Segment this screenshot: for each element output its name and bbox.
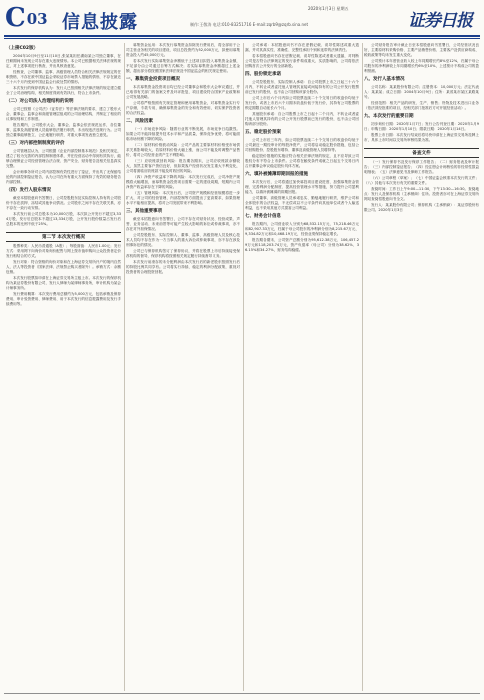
article-paragraph: 经营范围：相关产品的研发、生产、销售；货物及技术进出口业务（依法须经批准的项目，经相关部门批准后方可开展经营活动）。	[364, 101, 479, 110]
article-paragraph: 股票种类：人民币普通股（A股）；每股面值：人民币1.00元；发行方式：采用网下向询价对象询价配售与网上按市值申购向公众投资者定价发行相结合的方式。	[6, 244, 121, 258]
article-paragraph: 公司董事、高级管理人员承诺忠实、勤勉地履行职责，维护公司和全体股东的合法权益，不无偿或以不公平条件向其他单位或者个人输送利益，也不采用其他方式损害公司利益。	[245, 196, 359, 210]
article-paragraph: （三）应收账款回收风险：报告期各期末，公司应收账款余额较大，虽然主要客户资信良好，但如果客户经营状况发生重大不利变化，公司将面临应收账款不能及时收回的风险。	[126, 159, 240, 173]
section-heading: （上接C02版）	[6, 46, 39, 51]
section-heading: （三）对内部控制制度的评价	[6, 141, 65, 146]
article-paragraph: 若本招股意向书存在虚假记载、误导性陈述或者重大遗漏，对判断公司是否符合法律规定的发行条件构成重大、实质影响的，公司将依法回购首次公开发行的全部新股。	[245, 54, 359, 68]
section-heading: （四）发行人股东情况	[6, 188, 51, 193]
section-heading: 九、本次发行的重要日期	[364, 114, 414, 119]
article-paragraph: 报告期各期末，公司资产总额分别为95,612.38万元、106,457.29万元和118,203.74万元，资产负债率（母公司）分别为38.62%、36.15%和34.27%，财务结构稳健。	[245, 238, 359, 252]
header-rule-thin	[4, 38, 480, 39]
article-paragraph: 发行对象：符合资格的询价对象和在上海证券交易所开户的境内自然人、法人等投资者（国家法律、法规禁止购买者除外）。承销方式：余额包销。	[6, 260, 121, 274]
column-divider	[243, 43, 244, 691]
article-paragraph: （四）净资产收益率下降的风险：本次发行完成后，公司净资产规模将大幅增加，而募集资金投资项目需要一定的建设周期，短期内公司净资产收益率存在下降的风险。	[126, 175, 240, 189]
section-heading: 二、风险因素	[126, 119, 153, 124]
text-column-2	[126, 43, 240, 691]
article-paragraph: 报告期内，公司股东大会、董事会、监事会依法规范运作，各位董事、监事及高级管理人员能够依法履行职责，未出现违法违规行为。公司独立董事能够独立、公正地履行职责，对重大事项发表独立意见。	[6, 123, 121, 137]
masthead	[0, 0, 484, 40]
article-paragraph: 本次发行前滚存的未分配利润由本次发行后的新老股东按照发行后的持股比例共同享有。公司将实行持续、稳定的利润分配政策，重视对投资者的合理投资回报。	[126, 260, 240, 274]
article-paragraph: 稳定股价措施的实施应符合相关法律法规的规定，且不应导致公司股权分布不符合上市条件。公司将在触发条件成就之日起五个交易日内召开董事会审议稳定股价具体方案。	[245, 154, 359, 168]
article-paragraph: 经核查，公司董事、监事、高级管理人员符合相关法律法规规定的任职资格，不存在被中国证监会采取证券市场禁入措施的情形，不存在最近三十六个月内受到中国证监会行政处罚的情形。	[6, 70, 121, 84]
page-number	[5, 4, 48, 33]
section-heading: （二）对公司法人治理结构的说明	[6, 99, 74, 104]
article-paragraph: 公司财务报告审计截止日至本招股意向书签署日，公司经营状况良好，主要原材料采购价格、主要产品销售价格、主要客户及供应商构成、税收政策等均未发生重大变化。	[364, 43, 479, 57]
article-paragraph: 公司控股股东、实际控制人承诺：自公司股票上市之日起三十六个月内，不转让或者委托他人管理其直接或间接持有的公司公开发行股票前已发行的股份，也不由公司回购该部分股份。	[245, 80, 359, 94]
article-paragraph: 公司预计本年度营业收入较上年同期增长约8%至12%，归属于母公司股东的净利润较上年同期增长约6%至10%，上述预计不构成公司的盈利预测。	[364, 59, 479, 73]
article-paragraph: （一）市场竞争风险：随着行业的不断发展，市场竞争日趋激烈。如果公司不能持续提升技术水平和产品质量，保持竞争优势，将可能面临市场份额下降的风险。	[126, 127, 240, 141]
footer-rule	[4, 693, 480, 694]
article-paragraph: 报告期内，公司营业收入分别为68,532.15万元、75,218.46万元和82,907.33万元，归属于母公司股东的净利润分别为8,215.67万元、9,334.82万元和10,468.19万元，经营业绩保持稳定增长。	[245, 222, 359, 236]
article-paragraph: （六）公司章程（草案）；（七）中国证监会核准本次发行的文件；（八）其他与本次发行有关的重要文件。	[364, 176, 479, 185]
article-paragraph: 截至本招股意向书签署日，公司控股股东及实际控制人持有的公司股份不存在质押、冻结或其他争议情况。公司股东之间不存在关联关系，亦不存在一致行动安排。	[6, 196, 121, 210]
section-heading: 一、募集资金投资项目概况	[126, 77, 180, 82]
article-paragraph: 本次发行的保荐机构认为：发行人已按照相关法律法规的规定建立健全了公司治理结构，相关制度得到有效执行，符合上市条件。	[6, 86, 121, 95]
article-paragraph: 公司已按照《公司法》《证券法》等法律法规的要求，建立了股东大会、董事会、监事会和高级管理层组成的公司治理结构，并制定了相应的议事规则和工作制度。	[6, 107, 121, 121]
dateline: 2020年1月3日 星期五	[308, 6, 349, 11]
section-title: 信息披露	[62, 12, 138, 33]
box-title: 第二节 本次发行概况	[6, 232, 121, 242]
section-heading: 四、股份锁定承诺	[245, 72, 281, 77]
page-number-digits: 03	[26, 10, 48, 28]
article-paragraph: 公司名称：某某股份有限公司；注册资本：10,000万元；法定代表人：某某某；成立日期：2004年10月9日；住所：某省某市某区某路某号。	[364, 85, 479, 99]
article-paragraph: 本次发行后，公司将通过加快募投项目建设进度、加强募集资金管理、完善利润分配制度、提高经营管理水平等措施，努力提升公司盈利能力，以填补被摊薄的即期回报。	[245, 180, 359, 194]
column-divider	[362, 43, 363, 691]
article-paragraph: 募集资金运用：本次发行募集资金扣除发行费用后，将全部用于公司主营业务相关的项目建设，项目总投资约为52,000万元，拟使用募集资金投入约45,000万元。	[126, 43, 240, 57]
column-divider	[124, 43, 125, 691]
article-paragraph: 发行费用概算：本次发行费用总额约为5,000万元，包括承销及保荐费用、审计验资费用、律师费用、用于本次发行的信息披露费用及发行手续费用等。	[6, 292, 121, 306]
article-paragraph: 2004年10月9日至11月10日,张某某担任湖南某公司独立董事，在任职期间未发现公司存在重大违规情形。本公司已根据相关法律法规的规定，对上述事项进行核查，并出具核查意见。	[6, 54, 121, 68]
article-paragraph: 公司上市后三年内，如公司股票连续二十个交易日的收盘价均低于公司最近一期经审计的每股净资产，公司将启动稳定股价措施，包括公司回购股份、控股股东增持、董事及高级管理人员增持等。	[245, 138, 359, 152]
section-heading: 五、稳定股价预案	[245, 130, 281, 135]
article-paragraph: 公司承诺：本招股意向书不存在虚假记载、误导性陈述或重大遗漏，并对其真实性、准确性、完整性承担个别和连带的法律责任。	[245, 43, 359, 52]
section-heading: 八、发行人基本情况	[364, 77, 405, 82]
article-paragraph: 公司控股股东、实际控制人、董事、监事、高级管理人员及核心技术人员均不存在作为一方当事人的重大诉讼或仲裁事项，亦不存在涉及刑事诉讼的情况。	[126, 233, 240, 247]
article-paragraph: 截至本招股意向书签署日，公司不存在对财务状况、经营成果、声誉、业务活动、未来前景等可能产生较大影响的诉讼或仲裁事项，亦不存在对外担保情况。	[126, 217, 240, 231]
article-paragraph: （一）发行保荐书及发行保荐工作报告；（二）财务报表及审计报告；（三）内部控制鉴证报告；（四）经注册会计师核验的非经常性损益明细表；（五）法律意见书及律师工作报告。	[364, 160, 479, 174]
article-paragraph: （五）管理风险：本次发行后，公司资产规模和经营规模将进一步扩大，对公司的经营管理、内部控制等方面提出了更高要求，如果管理水平不能相应提高，将对公司发展带来不利影响。	[126, 191, 240, 205]
article-paragraph: 本次募集资金投资项目均已经公司董事会和股东大会审议通过，并已取得有关部门的备案文件及环评批复，项目建设符合国家产业政策和公司发展战略。	[126, 85, 240, 99]
article-paragraph: 股票上市日期：本次发行结束后将尽快申请在上海证券交易所挂牌上市，具体上市时间以交易所审核结果为准。	[364, 133, 479, 142]
section-heading: 七、财务会计信息	[245, 214, 281, 219]
article-paragraph: 查阅时间：工作日上午9:00—11:30，下午13:30—16:30。查阅地点：发行人及保荐机构（主承销商）住所。投资者亦可在上海证券交易所网站查阅招股意向书全文。	[364, 187, 479, 201]
header-rule	[4, 35, 480, 37]
article-paragraph: 其他股东承诺：自公司股票上市之日起十二个月内，不转让或者委托他人管理其持有的公司公开发行股票前已发行的股份，也不由公司回购该部分股份。	[245, 112, 359, 126]
page-letter: C	[5, 3, 26, 33]
box-title: 备查文件	[364, 148, 479, 158]
text-column-4	[364, 43, 479, 691]
article-paragraph: （二）原材料价格波动风险：公司产品的主要原材料价格受市场供求关系影响较大，若原材料价格大幅上涨，而公司不能及时调整产品售价，将对公司经营业绩产生不利影响。	[126, 143, 240, 157]
article-paragraph: 公司管理层认为，公司根据《企业内部控制基本规范》及相关规定，建立了较为完善的内部控制制度体系，并在经营活动中得到有效执行，能够合理保证公司经营管理合法合规、资产安全、财务报告及相关信息真实完整。	[6, 149, 121, 168]
article-paragraph: 公司已与保荐机构签订了保荐协议，并将在股票上市后持续接受保荐机构的督导，保荐机构将按照相关规定履行持续督导义务。	[126, 249, 240, 258]
article-paragraph: 公司将严格按照有关规定管理和使用募集资金，对募集资金实行专户存储，专款专用，确保募集资金的安全和有效使用，切实保护投资者的合法权益。	[126, 101, 240, 115]
newspaper-logo: 证券日报	[408, 11, 472, 31]
article-paragraph: 初步询价日期：2020年1月7日；发行公告刊登日期：2020年1月9日；申购日期：2020年1月10日；缴款日期：2020年1月14日。	[364, 122, 479, 131]
editor-info: 制作:王敬涛 电话:010-83251716 E-mail:zqrb9@zqrb.sina.net	[190, 22, 309, 27]
article-paragraph: 发行人：某某股份有限公司；保荐机构（主承销商）：某证券股份有限公司。2020年1月3日	[364, 203, 479, 212]
article-paragraph: 会计师事务所对公司内部控制有效性进行了鉴证，并出具了无保留结论的内部控制鉴证报告，认为公司在所有重大方面保持了有效的财务报告内部控制。	[6, 170, 121, 184]
article-paragraph: 公司上市后六个月内如公司股票连续二十个交易日的收盘价均低于发行价，或者上市后六个月期末收盘价低于发行价，其持有公司股票的锁定期限自动延长六个月。	[245, 96, 359, 110]
text-column-3	[245, 43, 359, 691]
section-heading: 三、其他重要事项	[126, 209, 162, 214]
article-paragraph: 本次发行股票拟申请在上海证券交易所主板上市。本次发行的保荐机构为某证券股份有限公司，发行人律师为某律师事务所，审计机构为某会计师事务所。	[6, 276, 121, 290]
section-heading: 六、填补被摊薄即期回报的措施	[245, 172, 308, 177]
article-paragraph: 若本次发行实际募集资金净额低于上述项目拟投入募集资金金额，不足部分由公司通过自筹方式解决；若实际募集资金净额超过上述金额，超出部分将按照国家法律法规及中国证监会的相关规定使用。	[126, 59, 240, 73]
text-column-1	[6, 43, 121, 691]
article-paragraph: 本次发行前公司总股本为10,000万股，本次拟公开发行不超过3,334万股，发行后总股本不超过13,334万股，公开发行股份数量占发行后总股本的比例不低于25%。	[6, 212, 121, 226]
